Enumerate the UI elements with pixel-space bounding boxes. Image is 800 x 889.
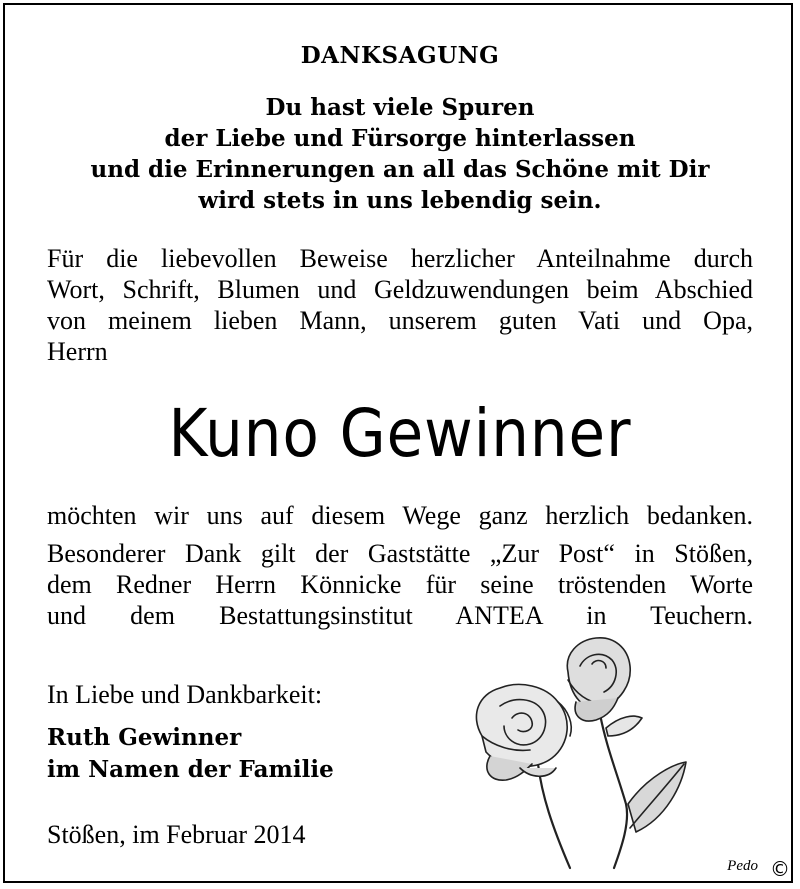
intro-line-4: Herrn [47,337,108,366]
intro-line-2: Wort, Schrift, Blumen und Geldzuwendungen beim Abschied [47,275,753,304]
intro-paragraph [47,243,753,367]
verse-line-2: der Liebe und Fürsorge hinterlassen [164,125,636,152]
intro-line-3: von meinem lieben Mann, unserem guten Vati und Opa, [47,306,753,335]
verse-line-3: und die Erinnerungen an all das Schöne mit Dir [90,156,710,183]
signature-name: Ruth Gewinner [47,724,242,751]
thanks-paragraph [47,500,753,531]
signature-family: im Namen der Familie [47,756,334,783]
intro-line-1: Für die liebevollen Beweise herzlicher Anteilnahme durch [47,244,753,273]
special-thanks-line-1: Besonderer Dank gilt der Gaststätte „Zur Post“ in Stößen, [47,539,753,568]
notice-heading: DANKSAGUNG [300,42,500,69]
thanks-line: möchten wir uns auf diesem Wege ganz herzlich bedanken. [47,501,753,530]
special-thanks-line-3: und dem Bestattungsinstitut ANTEA in Teuchern. [47,601,753,630]
special-thanks-line-2: dem Redner Herrn Könnicke für seine tröstenden Worte [47,570,753,599]
artist-credit: Pedo [727,858,758,874]
verse-line-4: wird stets in uns lebendig sein. [198,187,602,214]
signature-block [47,722,334,786]
copyright-icon: © [770,857,790,881]
place-date: Stößen, im Februar 2014 [47,820,306,849]
roses-illustration [460,636,690,872]
verse-line-1: Du hast viele Spuren [265,94,535,121]
closing-text: In Liebe und Dankbarkeit: [47,680,323,709]
special-thanks-paragraph [47,538,753,631]
deceased-name: Kuno Gewinner [168,395,632,472]
